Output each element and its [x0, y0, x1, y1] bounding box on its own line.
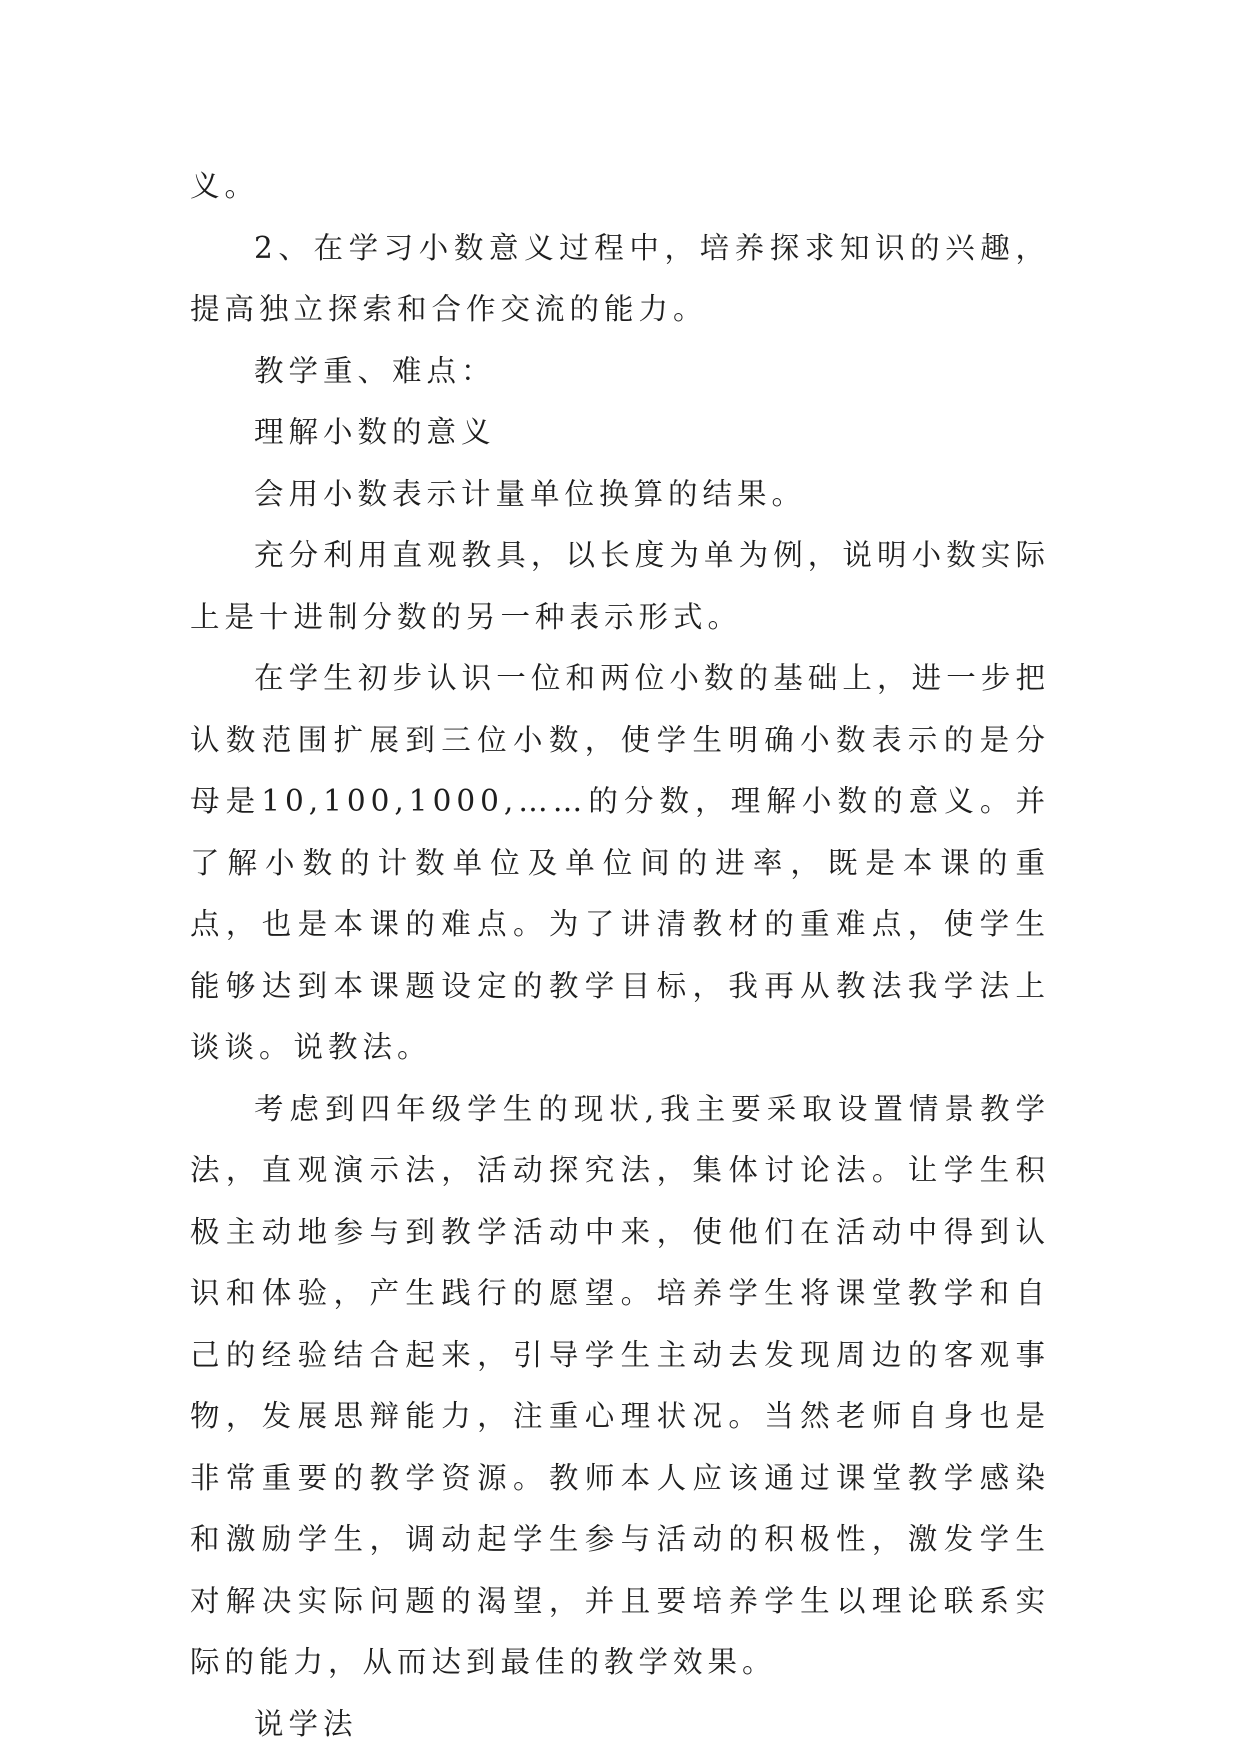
text-line: 教学重、难点： — [254, 354, 496, 388]
paragraph-heading-learning-methods — [190, 1694, 1050, 1755]
paragraph-key-point-2 — [190, 464, 1050, 526]
text-line: 生以理论联系实际的能力，从而达到最佳的教学效果。 — [190, 1584, 1050, 1680]
paragraph-objective-2 — [190, 218, 1050, 341]
text-line: 数范围扩展到三位小数，使学生明确小数表示的是分母是 — [190, 723, 1050, 819]
text-line: 心理状况。当然老师自身也是非常重要的教学资源。教师本 — [190, 1399, 1050, 1495]
text-line: 是十进制分数的另一种表示形式。 — [225, 600, 743, 634]
text-line: 引导学生主动去发现周边的客观事物，发展思辩能力，注重 — [190, 1338, 1050, 1434]
document-page — [190, 156, 1050, 1755]
paragraph-teaching-methods — [190, 1079, 1050, 1694]
text-line: 人应该通过课堂教学感染和激励学生，调动起学生参与活动 — [190, 1461, 1050, 1557]
paragraph-continuation — [190, 156, 1050, 218]
paragraph-key-point-1 — [190, 402, 1050, 464]
text-line: 在学生初步认识一位和两位小数的基础上，进一步把认 — [190, 661, 1050, 757]
text-line: 教学目标，我再从教法我学法上谈谈。说教法。 — [190, 969, 1050, 1065]
text-line: 理解小数的意义 — [254, 415, 496, 449]
text-line: 义。 — [190, 156, 1050, 218]
paragraph-key-difficulty — [190, 648, 1050, 1079]
text-line: 会用小数表示计量单位换算的结果。 — [254, 477, 806, 511]
text-line: 充分利用直观教具，以长度为单为例，说明小数实际上 — [190, 538, 1050, 634]
text-line: 高独立探索和合作交流的能力。 — [225, 292, 708, 326]
paragraph-teaching-aids — [190, 525, 1050, 648]
text-line: 生践行的愿望。培养学生将课堂教学和自己的经验结合起来， — [190, 1276, 1050, 1372]
text-line: 参与到教学活动中来，使他们在活动中得到认识和体验，产 — [190, 1215, 1050, 1311]
text-line: 2、在学习小数意义过程中，培养探求知识的兴趣，提 — [190, 231, 1050, 327]
text-line: 点。为了讲清教材的重难点，使学生能够达到本课题设定的 — [190, 907, 1050, 1003]
text-line: 直观演示法，活动探究法，集体讨论法。让学生积极主动地 — [190, 1153, 1050, 1249]
text-line: 的积极性，激发学生对解决实际问题的渴望，并且要培养学 — [190, 1522, 1050, 1618]
text-line: 计数单位及单位间的进率，既是本课的重点，也是本课的难 — [190, 846, 1050, 942]
paragraph-heading-key-points — [190, 341, 1050, 403]
text-line: 考虑到四年级学生的现状,我主要采取设置情景教学法， — [190, 1092, 1050, 1188]
text-line: 说学法 — [254, 1707, 358, 1741]
text-line: 10,100,1000,……的分数，理解小数的意义。并了解小数的 — [190, 784, 1050, 880]
